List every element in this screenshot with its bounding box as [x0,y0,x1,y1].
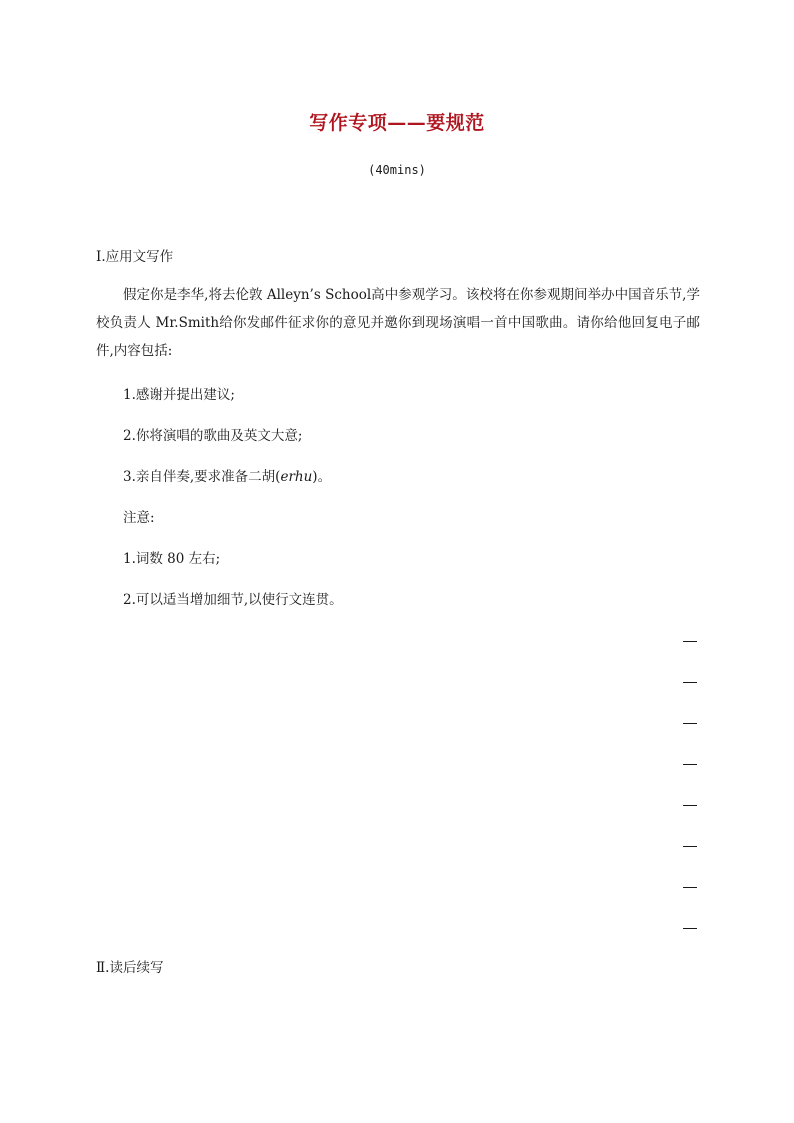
requirement-3-prefix: 3.亲自伴奏,要求准备二胡( [123,469,281,485]
answer-line[interactable] [683,928,697,929]
requirement-3 [123,465,331,485]
answer-line[interactable] [683,805,697,806]
notes-label: 注意: [123,510,155,526]
requirement-3-suffix: )。 [312,469,332,485]
requirement-1: 1.感谢并提出建议; [123,387,235,403]
answer-line[interactable] [683,846,697,847]
note-1: 1.词数 80 左右; [123,551,221,567]
time-limit: (40mins) [368,163,426,177]
answer-line[interactable] [683,641,697,642]
document-title: 写作专项——要规范 [309,112,485,134]
note-2: 2.可以适当增加细节,以使行文连贯。 [123,592,343,608]
answer-line[interactable] [683,764,697,765]
requirement-2: 2.你将演唱的歌曲及英文大意; [123,428,303,444]
writing-prompt: 假定你是李华,将去伦敦 Alleyn’s School高中参观学习。该校将在你参观期间举办中国音乐节,学校负责人 Mr.Smith给你发邮件征求你的意见并邀你到现场演唱一首中国歌曲。请你给他回复电子邮件,内容包括: [96,287,700,359]
answer-line[interactable] [683,682,697,683]
erhu-term: erhu [280,469,313,485]
section-heading-applied-writing: Ⅰ.应用文写作 [96,249,174,265]
answer-line[interactable] [683,887,697,888]
answer-line[interactable] [683,723,697,724]
section-heading-continuation-writing: Ⅱ.读后续写 [96,960,164,976]
